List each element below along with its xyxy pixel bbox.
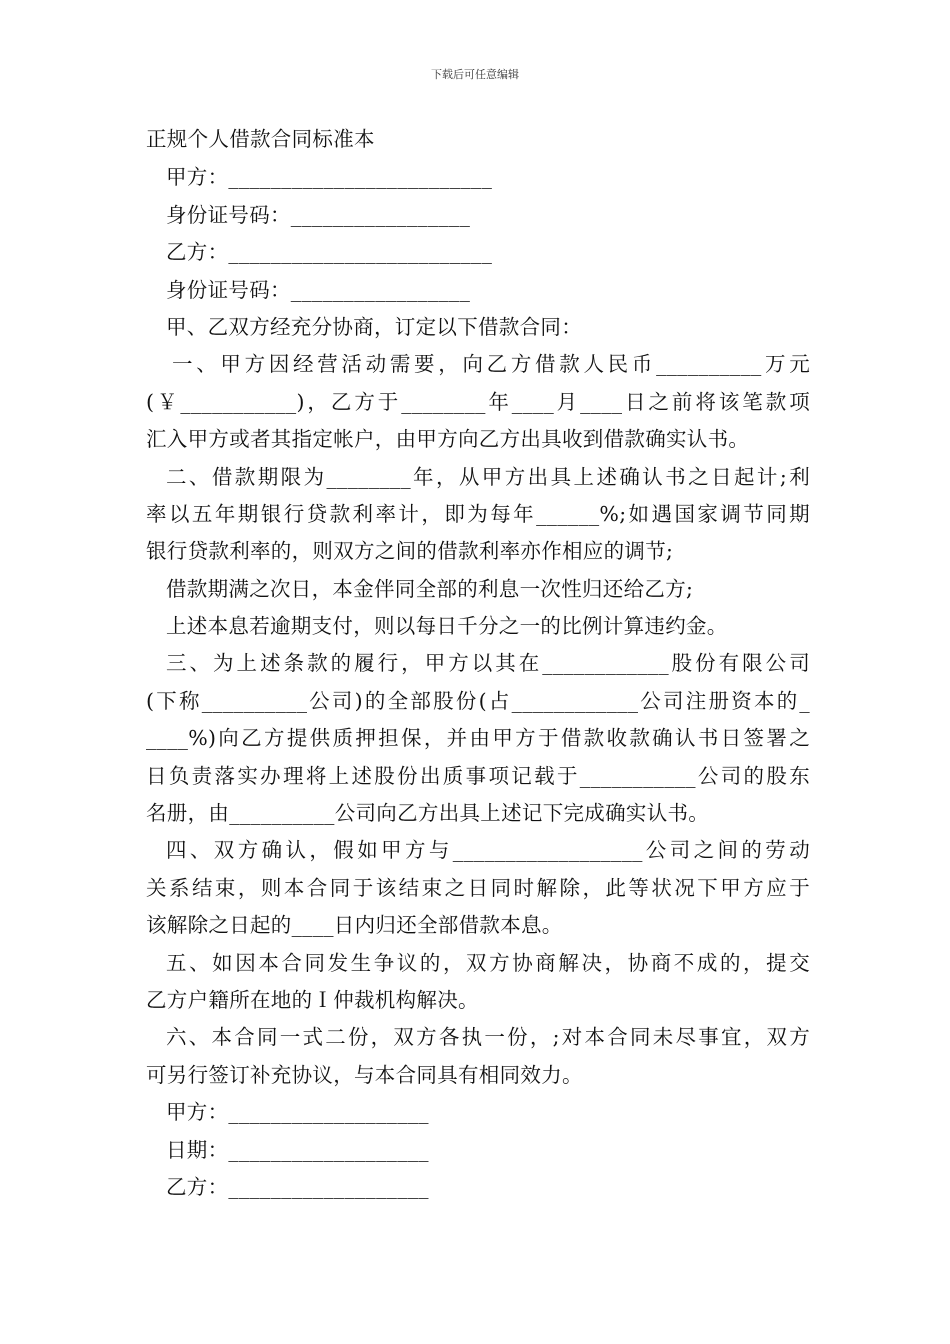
clause-4-line-2: 关系结束，则本合同于该结束之日同时解除，此等状况下甲方应于: [146, 875, 810, 900]
document-title: 正规个人借款合同标准本: [146, 127, 375, 151]
party-a-id-line: 身份证号码：_________________: [166, 202, 471, 227]
signature-party-a: 甲方：___________________: [166, 1100, 429, 1125]
preamble: 甲、乙双方经充分协商，订定以下借款合同：: [166, 314, 582, 339]
signature-party-b: 乙方：___________________: [166, 1174, 429, 1199]
clause-2-line-1: 二、借款期限为________年，从甲方出具上述确认书之日起计;利: [166, 464, 810, 489]
clause-4-line-3: 该解除之日起的____日内归还全部借款本息。: [146, 913, 563, 938]
clause-2-line-4: 借款期满之次日，本金伴同全部的利息一次性归还给乙方;: [166, 576, 694, 601]
party-b-line: 乙方：_________________________: [166, 240, 493, 265]
party-a-line: 甲方：_________________________: [166, 165, 493, 190]
signature-date: 日期：___________________: [166, 1137, 429, 1162]
clause-4-line-1: 四、双方确认，假如甲方与__________________公司之间的劳动: [166, 838, 810, 863]
clause-2-line-3: 银行贷款利率的，则双方之间的借款利率亦作相应的调节;: [146, 539, 674, 564]
clause-3-line-4: 日负责落实办理将上述股份出质事项记载于___________公司的股东: [146, 763, 810, 788]
clause-6-line-2: 可另行签订补充协议，与本合同具有相同效力。: [146, 1062, 583, 1087]
clause-1-line-2: (￥___________)，乙方于________年____月____日之前将该笔款项: [146, 389, 810, 414]
contract-body: [146, 121, 810, 1206]
clause-2-line-5: 上述本息若逾期支付，则以每日千分之一的比例计算违约金。: [166, 614, 728, 639]
clause-5-line-1: 五、如因本合同发生争议的，双方协商解决，协商不成的，提交: [166, 950, 810, 975]
clause-6-line-1: 六、本合同一式二份，双方各执一份，;对本合同未尽事宜，双方: [166, 1025, 810, 1050]
party-b-id-line: 身份证号码：_________________: [166, 277, 471, 302]
clause-3-line-1: 三、为上述条款的履行，甲方以其在____________股份有限公司: [166, 651, 810, 676]
clause-3-line-3: ____%)向乙方提供质押担保，并由甲方于借款收款确认书日签署之: [146, 726, 810, 751]
header-note: 下载后可任意编辑: [431, 68, 519, 81]
clause-3-line-5: 名册，由__________公司向乙方出具上述记下完成确实认书。: [146, 801, 710, 826]
clause-2-line-2: 率以五年期银行贷款利率计，即为每年______%;如遇国家调节同期: [146, 501, 810, 526]
clause-3-line-2: (下称__________公司)的全部股份(占____________公司注册资本的_: [146, 688, 810, 713]
clause-1-line-3: 汇入甲方或者其指定帐户，由甲方向乙方出具收到借款确实认书。: [146, 427, 750, 452]
clause-1-line-1: 一、甲方因经营活动需要，向乙方借款人民币__________万元: [172, 352, 810, 377]
clause-5-line-2: 乙方户籍所在地的Ｉ仲裁机构解决。: [146, 987, 479, 1012]
